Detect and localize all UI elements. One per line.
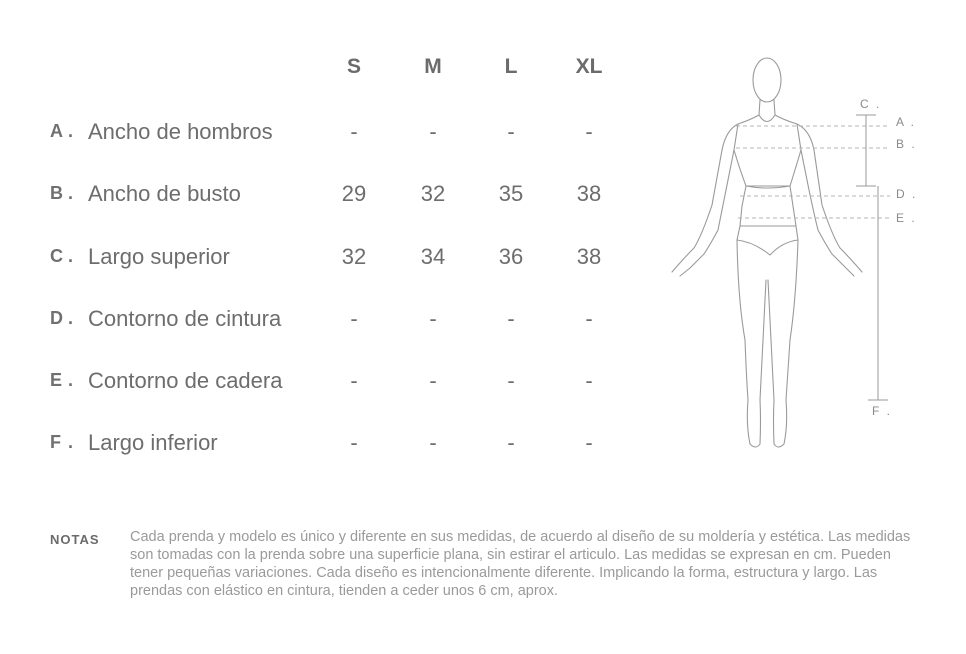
value-s: -	[350, 119, 358, 144]
row-dot: .	[68, 121, 74, 141]
value-s: 32	[341, 244, 367, 269]
measure-row-f	[0, 432, 640, 472]
row-label: Largo inferior	[88, 430, 218, 455]
value-s: -	[350, 368, 358, 393]
row-letter: E	[50, 370, 64, 390]
row-letter: B	[50, 183, 64, 203]
row-label: Ancho de hombros	[88, 119, 273, 144]
size-header-s: S	[346, 55, 361, 78]
value-xl: -	[585, 119, 593, 144]
value-m: -	[429, 368, 437, 393]
row-label: Largo superior	[88, 244, 230, 269]
figure-left-leg	[737, 240, 766, 447]
row-letter: F	[50, 432, 62, 452]
value-xl: -	[585, 368, 593, 393]
value-s: 29	[341, 181, 367, 206]
value-xl: 38	[576, 181, 602, 206]
value-m: -	[429, 306, 437, 331]
figure-bottom	[737, 226, 798, 255]
value-m: -	[429, 430, 437, 455]
row-dot: .	[68, 370, 74, 390]
figure-right-arm	[797, 124, 862, 276]
value-l: 35	[498, 181, 524, 206]
figure-left-arm	[672, 124, 738, 276]
value-l: -	[507, 119, 515, 144]
figure-label-e: E .	[896, 211, 917, 225]
row-letter: A	[50, 121, 64, 141]
row-label: Contorno de cadera	[88, 368, 283, 393]
figure-label-d: D .	[896, 187, 918, 201]
figure-label-f: F .	[872, 404, 892, 418]
value-m: 34	[420, 244, 446, 269]
value-l: -	[507, 306, 515, 331]
size-header-m: M	[424, 55, 442, 78]
value-s: -	[350, 306, 358, 331]
value-l: -	[507, 368, 515, 393]
measure-row-c	[0, 246, 640, 286]
measure-row-a	[0, 121, 640, 161]
notes-label: NOTAS	[50, 532, 100, 547]
value-xl: -	[585, 430, 593, 455]
measure-row-b	[0, 183, 640, 223]
value-l: -	[507, 430, 515, 455]
figure-label-c: C .	[860, 97, 882, 111]
value-xl: -	[585, 306, 593, 331]
size-header-l: L	[504, 55, 518, 78]
row-dot: .	[68, 183, 74, 203]
figure-head	[753, 58, 781, 102]
figure-midriff	[740, 186, 796, 226]
figure-right-leg	[768, 240, 798, 447]
row-label: Contorno de cintura	[88, 306, 282, 331]
row-letter: D	[50, 308, 64, 328]
value-l: 36	[498, 244, 524, 269]
row-dot: .	[68, 432, 74, 452]
size-header-xl: XL	[575, 55, 603, 78]
row-letter: C	[50, 246, 64, 266]
value-m: -	[429, 119, 437, 144]
measure-row-e	[0, 370, 640, 410]
row-dot: .	[68, 246, 74, 266]
figure-label-a: A .	[896, 115, 917, 129]
value-s: -	[350, 430, 358, 455]
value-m: 32	[420, 181, 446, 206]
measure-row-d	[0, 308, 640, 348]
value-xl: 38	[576, 244, 602, 269]
notes-text: Cada prenda y modelo es único y diferente en sus medidas, de acuerdo al diseño de su moldería y estética. Las medidas son tomadas con la prenda sobre una superficie plana, sin estirar el articulo. Las medidas se expresan en cm. Pueden tener pequeñas variaciones. Cada diseño es intencionalmente diferente. Implicando la forma, estructura y largo. Las prendas con elástico en cintura, tienden a ceder unos 6 cm, aprox.	[130, 529, 911, 599]
body-measurement-figure	[650, 40, 930, 460]
row-label: Ancho de busto	[88, 181, 241, 206]
row-dot: .	[68, 308, 74, 328]
figure-label-b: B .	[896, 137, 917, 151]
